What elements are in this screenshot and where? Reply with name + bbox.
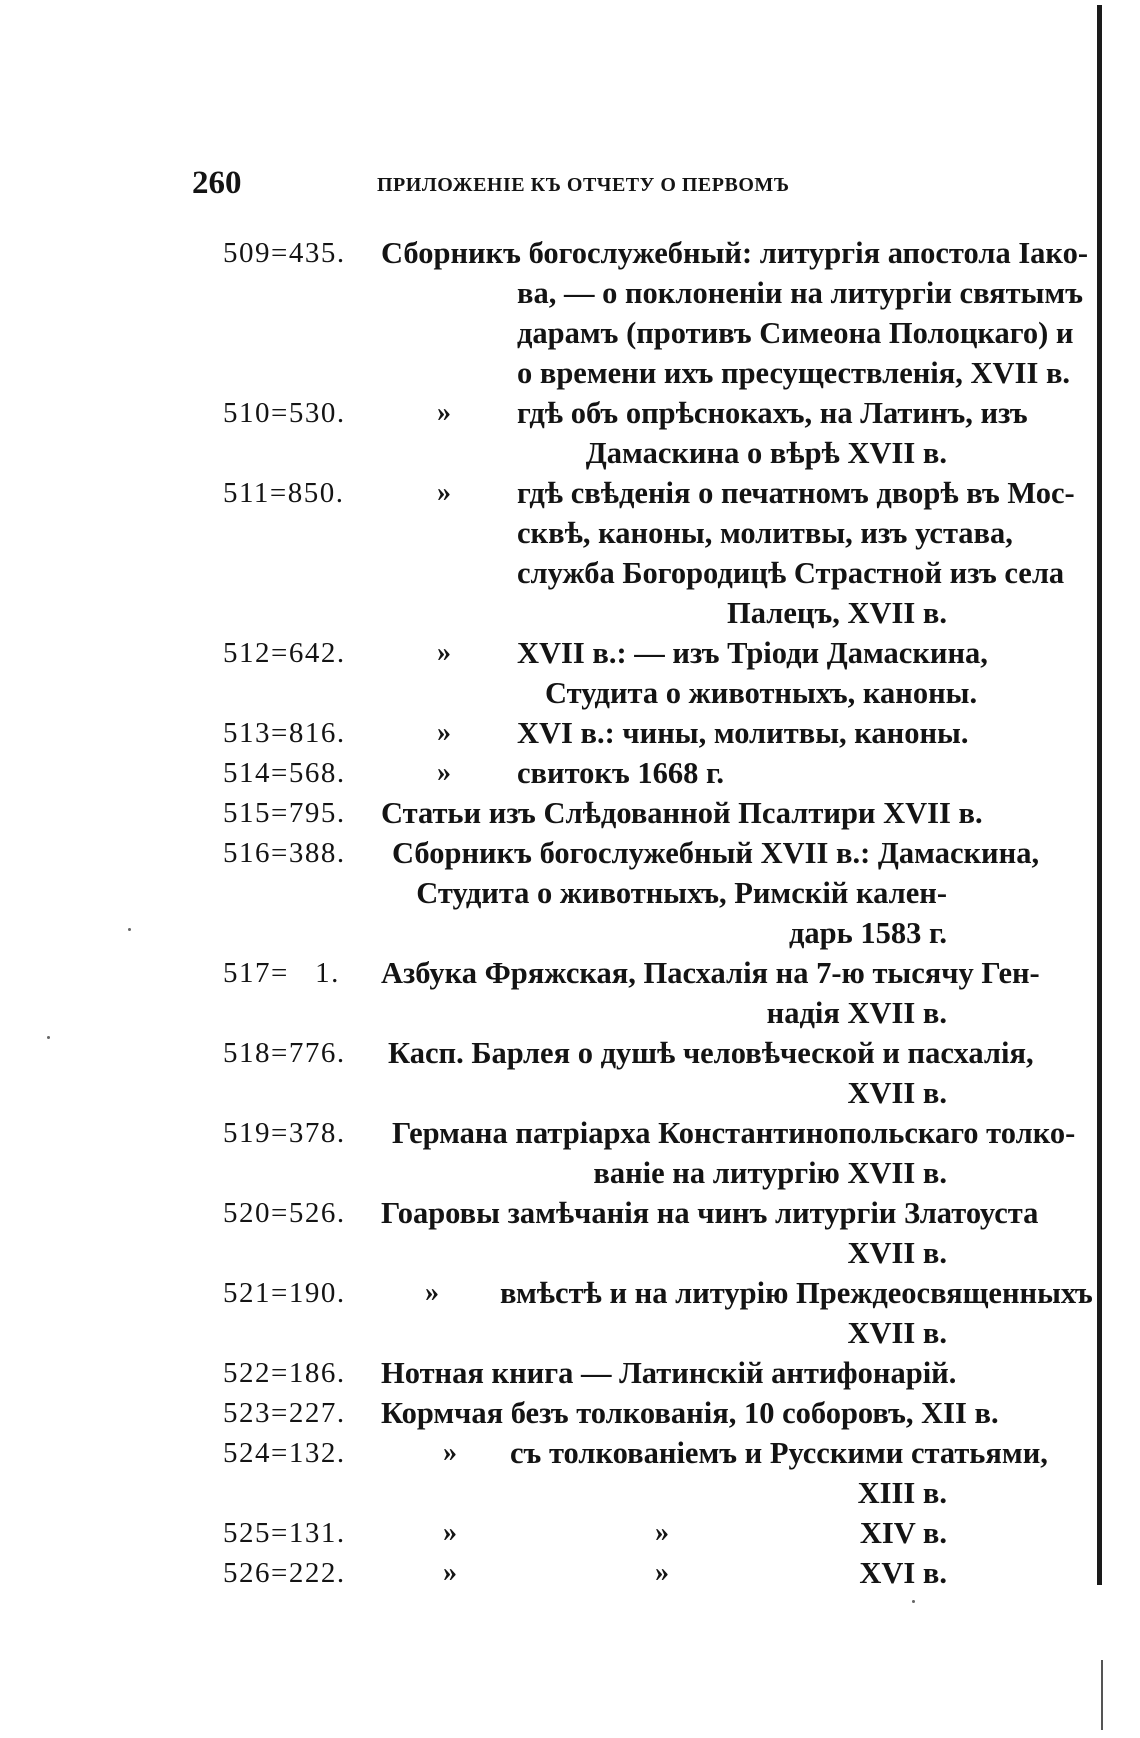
entry-line [0,1033,1140,1073]
entry-line [0,353,1140,393]
entry-text: XVII в. [847,1236,947,1270]
ditto-mark: » [443,1437,457,1468]
entry-text: Азбука Фряжская, Пасхалія на 7-ю тысячу Ген- [381,956,1040,990]
entry-number: 519=378. [223,1117,346,1149]
entry-line [0,993,1140,1033]
entry-number: 512=642. [223,637,346,669]
entry-number: 513=816. [223,717,346,749]
entry-number: 510=530. [223,397,346,429]
entry-text: Студита о животныхъ, каноны. [545,676,978,710]
entry-line [0,913,1140,953]
entry-line [0,873,1140,913]
entry-text: ваніе на литургію XVII в. [593,1156,947,1190]
entry-line [0,673,1140,713]
entry-text: XVII в. [847,1316,947,1350]
entry-line [0,1233,1140,1273]
entry-line [0,1513,1140,1553]
entry-text: дарь 1583 г. [788,916,947,950]
running-head: ПРИЛОЖЕНІЕ КЪ ОТЧЕТУ О ПЕРВОМЪ [377,174,790,196]
entry-number: 525=131. [223,1517,346,1549]
entry-number: 524=132. [223,1437,346,1469]
entry-text: о времени ихъ пресуществленія, XVII в. [517,356,1071,390]
entry-text: свитокъ 1668 г. [517,756,725,790]
entry-text: Статьи изъ Слѣдованной Псалтири XVII в. [381,796,983,830]
entry-text: гдѣ объ опрѣснокахъ, на Латинъ, изъ [517,396,1028,430]
entry-line [0,833,1140,873]
entry-line [0,793,1140,833]
entry-text: ва, — о поклоненіи на литургіи святымъ [517,276,1083,310]
page-header [192,165,1022,205]
entry-line [0,593,1140,633]
entry-line [0,233,1140,273]
entry-number: 509=435. [223,237,346,269]
entry-line [0,313,1140,353]
entry-line [0,473,1140,513]
entry-line [0,1193,1140,1233]
entry-number: 522=186. [223,1357,346,1389]
entry-text: Сборникъ богослужебный XVII в.: Дамаскина, [392,836,1040,870]
entry-number: 511=850. [223,477,345,509]
ditto-mark: » [443,1517,457,1548]
entry-text: XVI в.: чины, молитвы, каноны. [517,716,969,750]
entry-text: Германа патріарха Константинопольскаго толко- [392,1116,1076,1150]
ditto-mark: » [437,637,451,668]
entry-text: XVII в. [847,1076,947,1110]
entry-number: 526=222. [223,1557,346,1589]
entry-text: Кормчая безъ толкованія, 10 соборовъ, XII в. [381,1396,999,1430]
entry-number: 517= 1. [223,957,340,989]
entry-line [0,1553,1140,1593]
entry-text: сквѣ, каноны, молитвы, изъ устава, [517,516,1013,550]
entry-number: 515=795. [223,797,346,829]
entry-text: XIII в. [857,1476,947,1510]
entry-text: Гоаровы замѣчанія на чинъ литургіи Златоуста [381,1196,1039,1230]
entry-text: Нотная книга — Латинскій антифонарій. [381,1356,957,1390]
ditto-mark: » [437,477,451,508]
ditto-mark: » [655,1557,669,1588]
ditto-mark: » [655,1517,669,1548]
entry-text: служба Богородицѣ Страстной изъ села [517,556,1065,590]
entry-text: вмѣстѣ и на литурію Преждеосвященныхъ [500,1276,1093,1310]
entry-text: Палецъ, XVII в. [726,596,947,630]
entry-number: 514=568. [223,757,346,789]
entry-line [0,1313,1140,1353]
entry-line [0,1393,1140,1433]
entry-text: XVII в.: — изъ Тріоди Дамаскина, [517,636,988,670]
entry-line [0,1433,1140,1473]
ditto-mark: » [425,1277,439,1308]
entry-line [0,513,1140,553]
entry-text: надія XVII в. [766,996,947,1030]
ditto-mark: » [443,1557,457,1588]
entry-text: Касп. Барлея о душѣ человѣческой и пасхалія, [388,1036,1034,1070]
entry-line [0,1113,1140,1153]
entry-line [0,553,1140,593]
entry-line [0,1473,1140,1513]
scan-speck [912,1600,915,1603]
entry-text: дарамъ (противъ Симеона Полоцкаго) и [517,316,1074,350]
entry-text: Сборникъ богослужебный: литургія апостола Іако- [381,236,1089,270]
ditto-mark: » [437,757,451,788]
entry-line [0,393,1140,433]
entry-text: Студита о животныхъ, Римскій кален- [416,876,947,910]
entry-number: 516=388. [223,837,346,869]
entry-line [0,273,1140,313]
entry-line [0,433,1140,473]
page-number: 260 [192,165,242,201]
entry-line [0,753,1140,793]
entry-text: гдѣ свѣденія о печатномъ дворѣ въ Мос- [517,476,1075,510]
entry-text: Дамаскина о вѣрѣ XVII в. [585,436,947,470]
entry-line [0,713,1140,753]
ditto-mark: » [437,717,451,748]
page-edge-rule-lower [1101,1660,1103,1730]
entry-text: съ толкованіемъ и Русскими статьями, [510,1436,1048,1470]
entry-line [0,1073,1140,1113]
entry-text: XVI в. [859,1556,947,1590]
entry-line [0,1273,1140,1313]
entry-text: XIV в. [859,1516,947,1550]
entry-line [0,633,1140,673]
entry-line [0,953,1140,993]
entry-line [0,1153,1140,1193]
entry-line [0,1353,1140,1393]
entry-number: 521=190. [223,1277,346,1309]
ditto-mark: » [437,397,451,428]
entry-number: 523=227. [223,1397,346,1429]
entry-number: 520=526. [223,1197,346,1229]
entry-number: 518=776. [223,1037,346,1069]
